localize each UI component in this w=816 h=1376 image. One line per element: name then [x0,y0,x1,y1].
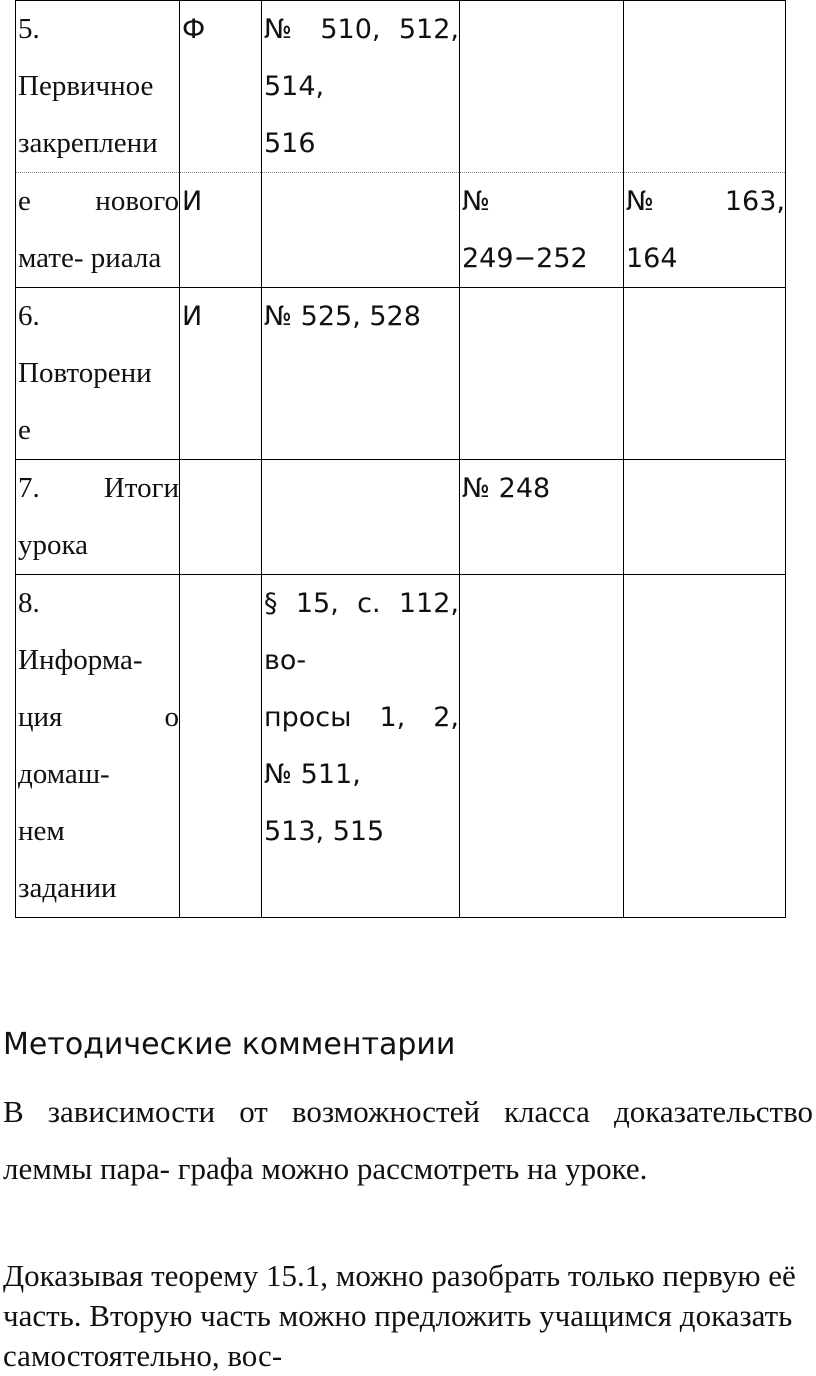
cell-line: задании [18,872,117,904]
form-cell [180,173,262,288]
section-heading: Методические комментарии [3,1027,456,1062]
cell-line: е нового [18,185,179,217]
form-cell [180,288,262,460]
cell-line: нем [18,815,65,847]
lesson-table [15,0,786,918]
table-row [16,288,786,460]
paragraph [3,1256,813,1376]
cell-line: 516 [264,128,316,159]
cell-line: § 15, с. 112, [264,588,459,619]
table-row [16,1,786,173]
cell-line: Повторени [18,357,152,389]
textbook-cell [262,1,460,173]
cell-line: 513, 515 [264,816,385,847]
cell-line: № [462,186,491,217]
cell-line: № 163, [626,186,785,217]
cell-line: во- [264,645,307,676]
cell-line: Информа- [18,644,143,676]
column-5-cell [624,575,786,918]
textbook-cell [262,288,460,460]
cell-line: № 525, 528 [264,301,421,332]
form-cell [180,575,262,918]
paragraph-text: В зависимости от возможностей класса доказательство леммы пара- графа можно рассмотреть на уроке. [3,1094,813,1186]
cell-line: 514, [264,71,325,102]
cell-line: домаш- [18,758,110,790]
cell-line: № 510, 512, [264,14,459,45]
column-5-cell [624,460,786,575]
paragraph [3,1083,813,1197]
form-cell [180,460,262,575]
cell-line: е [18,414,31,446]
cell-line: 249−252 [462,243,588,274]
stage-cell [16,575,180,918]
cell-line: ция о [18,701,179,733]
column-4-cell [460,1,624,173]
table-row [16,575,786,918]
cell-line: просы 1, 2, [264,702,459,733]
table-row [16,173,786,288]
form-cell [180,1,262,173]
column-5-cell [624,288,786,460]
cell-line: Первичное [18,70,154,102]
stage-cell [16,173,180,288]
column-4-cell [460,173,624,288]
cell-line: № 511, [264,759,361,790]
stage-cell [16,288,180,460]
column-4-cell [460,460,624,575]
stage-cell [16,1,180,173]
column-4-cell [460,575,624,918]
column-4-cell [460,288,624,460]
cell-line: Ф [182,14,206,45]
cell-line: урока [18,529,89,561]
paragraph-text: Доказывая теорему 15.1, можно разобрать только первую её часть. Вторую часть можно предложить учащимся доказать самостоятельно, вос- [3,1258,796,1373]
cell-line: 6. [18,300,40,332]
column-5-cell [624,173,786,288]
column-5-cell [624,1,786,173]
cell-line: закреплени [18,127,158,159]
textbook-cell [262,460,460,575]
stage-cell [16,460,180,575]
cell-line: 164 [626,243,678,274]
cell-line: 8. [18,587,40,619]
cell-line: № 248 [462,473,551,504]
table-row [16,460,786,575]
cell-line: И [182,301,203,332]
cell-line: 5. [18,13,40,45]
cell-line: мате- риала [18,242,162,274]
cell-line: И [182,186,203,217]
cell-line: 7. Итоги [18,472,179,504]
textbook-cell [262,575,460,918]
textbook-cell [262,173,460,288]
